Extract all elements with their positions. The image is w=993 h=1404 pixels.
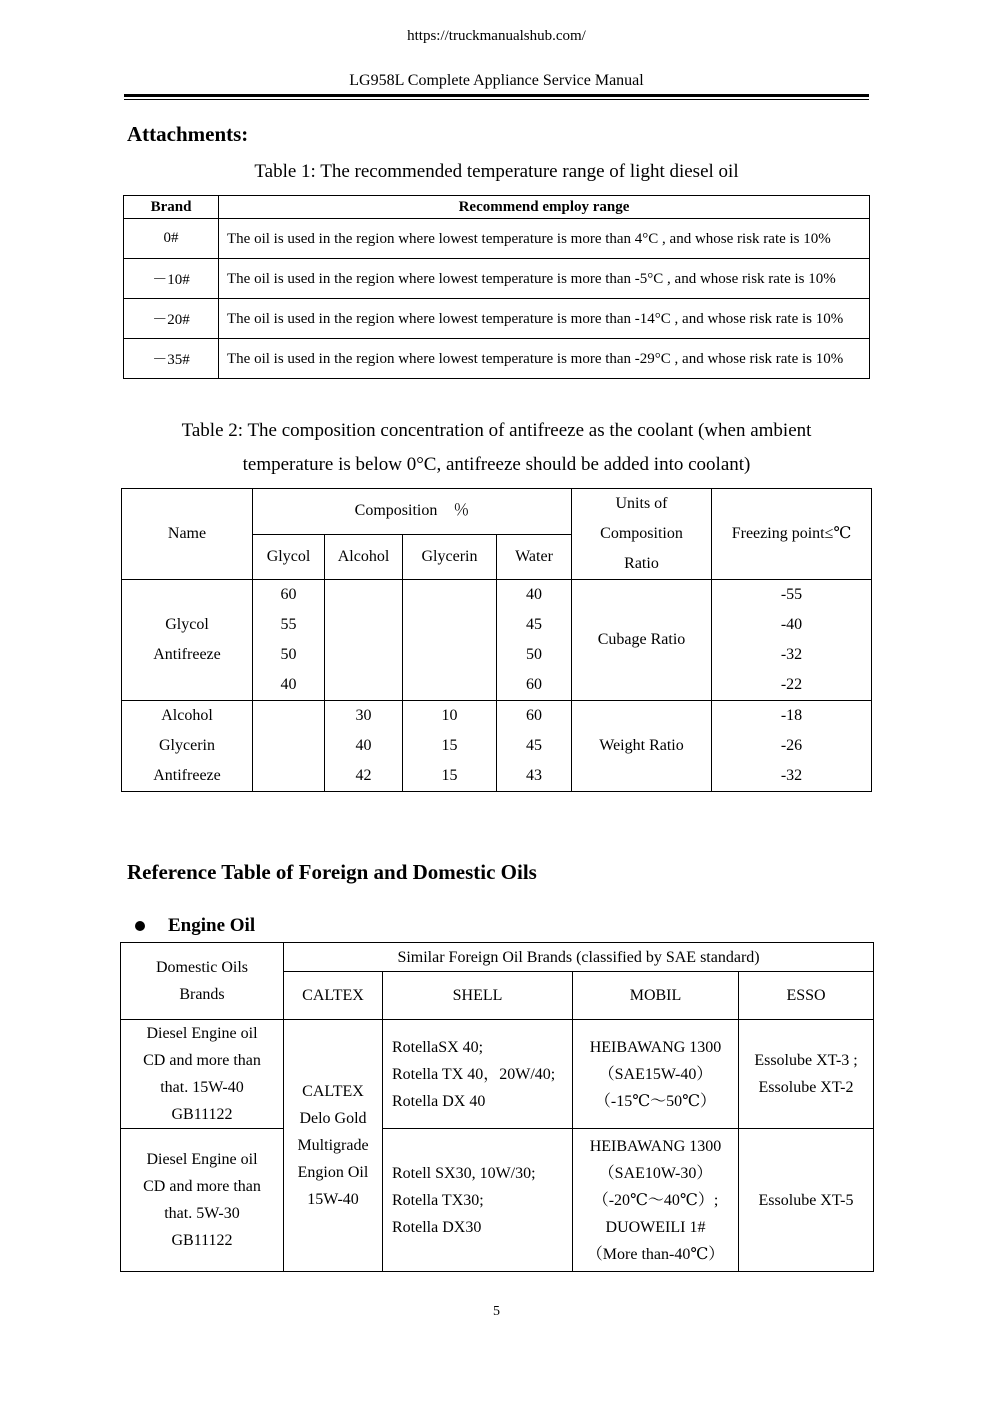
glycol-cell bbox=[253, 580, 325, 701]
freezing-value: -26 bbox=[780, 737, 803, 754]
header-units bbox=[572, 489, 712, 580]
header-esso: ESSO bbox=[739, 972, 874, 1020]
table-row bbox=[124, 259, 870, 299]
domestic-line: CD and more than bbox=[143, 1178, 261, 1195]
range-cell: The oil is used in the region where lowest temperature is more than 4°C , and whose risk rate is 10% bbox=[219, 219, 870, 259]
diesel-oil-table bbox=[123, 195, 870, 379]
table-row bbox=[124, 299, 870, 339]
mobil-line: （-15℃～50℃） bbox=[594, 1092, 717, 1110]
glycol-value bbox=[253, 731, 324, 761]
header-domestic-line: Brands bbox=[179, 986, 225, 1003]
name-line bbox=[122, 580, 252, 610]
header-alcohol: Alcohol bbox=[325, 534, 403, 580]
water-value: 43 bbox=[526, 767, 542, 784]
alcohol-value bbox=[325, 670, 402, 700]
mobil-line: HEIBAWANG 1300 bbox=[589, 1137, 722, 1155]
domestic-line: CD and more than bbox=[143, 1052, 261, 1069]
esso-cell bbox=[739, 1129, 874, 1272]
alcohol-value: 42 bbox=[355, 767, 372, 784]
header-domestic-line: Domestic Oils bbox=[156, 959, 248, 976]
antifreeze-table bbox=[121, 488, 872, 792]
table-row bbox=[121, 1129, 874, 1272]
water-value: 45 bbox=[526, 737, 542, 754]
water-value: 40 bbox=[526, 586, 542, 603]
caltex-line: Delo Gold bbox=[299, 1110, 367, 1127]
table1-caption: Table 1: The recommended temperature range of light diesel oil bbox=[254, 161, 739, 182]
header-rule-thick bbox=[124, 94, 869, 97]
water-value: 50 bbox=[526, 646, 542, 663]
glycol-value: 40 bbox=[280, 676, 297, 693]
header-composition: Composition ％ bbox=[253, 489, 572, 535]
glycol-value: 55 bbox=[280, 616, 297, 633]
glycerin-value bbox=[403, 670, 496, 700]
alcohol-value bbox=[325, 580, 402, 610]
source-url: https://truckmanualshub.com/ bbox=[407, 28, 586, 44]
running-title: LG958L Complete Appliance Service Manual bbox=[349, 72, 644, 89]
water-value: 60 bbox=[526, 707, 542, 724]
shell-line: Rotell SX30, 10W/30; bbox=[392, 1164, 536, 1182]
shell-line: Rotella DX 40 bbox=[392, 1092, 486, 1110]
glycerin-value bbox=[403, 640, 496, 670]
name-cell bbox=[122, 701, 253, 792]
glycol-value: 60 bbox=[280, 586, 297, 603]
freezing-value: -32 bbox=[780, 767, 803, 784]
header-rule-thin bbox=[124, 99, 869, 100]
domestic-line: Diesel Engine oil bbox=[146, 1151, 258, 1168]
table-header-row bbox=[124, 196, 870, 219]
freezing-value: -32 bbox=[780, 646, 803, 663]
glycol-value bbox=[253, 761, 324, 791]
table-header-row bbox=[122, 489, 872, 535]
table-row bbox=[124, 219, 870, 259]
domestic-line: GB11122 bbox=[171, 1232, 233, 1249]
shell-line: RotellaSX 40; bbox=[392, 1038, 484, 1056]
freezing-cell bbox=[712, 701, 872, 792]
shell-line: Rotella TX30; bbox=[392, 1191, 484, 1209]
table-row bbox=[122, 580, 872, 701]
table2-caption-line1: Table 2: The composition concentration of antifreeze as the coolant (when ambient bbox=[181, 420, 812, 441]
header-freezing-point: Freezing point≤℃ bbox=[712, 489, 872, 580]
range-cell: The oil is used in the region where lowest temperature is more than -14°C , and whose risk rate is 10% bbox=[219, 299, 870, 339]
domestic-line: that. 5W-30 bbox=[164, 1205, 240, 1222]
header-name: Name bbox=[122, 489, 253, 580]
shell-line: Rotella DX30 bbox=[392, 1218, 482, 1236]
brand-cell: －35# bbox=[124, 339, 219, 379]
name-line: Glycol bbox=[165, 616, 209, 633]
mobil-line: （SAE10W-30） bbox=[598, 1164, 713, 1182]
caltex-line: Engion Oil bbox=[297, 1164, 369, 1181]
water-cell bbox=[497, 701, 572, 792]
esso-line: Essolube XT-5 bbox=[758, 1191, 854, 1209]
shell-cell bbox=[383, 1129, 573, 1272]
glycerin-value: 15 bbox=[441, 767, 458, 784]
header-glycol: Glycol bbox=[253, 534, 325, 580]
glycerin-value: 15 bbox=[441, 737, 458, 754]
esso-line: Essolube XT-3 ; bbox=[754, 1052, 858, 1069]
glycerin-value bbox=[403, 610, 496, 640]
mobil-line: （SAE15W-40） bbox=[598, 1065, 713, 1083]
reference-heading: Reference Table of Foreign and Domestic Oils bbox=[127, 860, 537, 884]
water-cell bbox=[497, 580, 572, 701]
header-water: Water bbox=[497, 534, 572, 580]
alcohol-value bbox=[325, 610, 402, 640]
domestic-cell bbox=[121, 1129, 284, 1272]
brand-cell: －20# bbox=[124, 299, 219, 339]
attachments-heading: Attachments: bbox=[127, 122, 249, 146]
table-row bbox=[121, 1020, 874, 1129]
freezing-value: -55 bbox=[780, 586, 803, 603]
glycerin-value: 10 bbox=[441, 707, 458, 724]
mobil-cell bbox=[573, 1129, 739, 1272]
domestic-line: GB11122 bbox=[171, 1106, 233, 1123]
alcohol-cell bbox=[325, 580, 403, 701]
range-cell: The oil is used in the region where lowest temperature is more than -29°C , and whose risk rate is 10% bbox=[219, 339, 870, 379]
caltex-cell bbox=[284, 1020, 383, 1272]
glycol-value bbox=[253, 701, 324, 731]
units-cell: Cubage Ratio bbox=[572, 580, 712, 701]
glycol-value: 50 bbox=[280, 646, 297, 663]
glycerin-value bbox=[403, 580, 496, 610]
engine-oil-heading: Engine Oil bbox=[168, 915, 256, 936]
freezing-cell bbox=[712, 580, 872, 701]
alcohol-value bbox=[325, 640, 402, 670]
water-value: 60 bbox=[526, 676, 542, 693]
glycerin-cell bbox=[403, 580, 497, 701]
caltex-line: CALTEX bbox=[302, 1083, 364, 1100]
caltex-line: 15W-40 bbox=[307, 1191, 359, 1208]
engine-oil-table bbox=[120, 942, 874, 1272]
header-mobil: MOBIL bbox=[573, 972, 739, 1020]
mobil-line: HEIBAWANG 1300 bbox=[589, 1038, 722, 1056]
header-units-line: Ratio bbox=[624, 555, 659, 572]
name-line: Antifreeze bbox=[153, 646, 221, 663]
header-range: Recommend employ range bbox=[219, 196, 870, 219]
bullet-dot-icon bbox=[135, 921, 145, 931]
name-line bbox=[122, 670, 252, 700]
name-cell bbox=[122, 580, 253, 701]
header-shell: SHELL bbox=[383, 972, 573, 1020]
shell-line: Rotella TX 40，20W/40; bbox=[392, 1065, 556, 1083]
header-brand: Brand bbox=[124, 196, 219, 219]
water-value: 45 bbox=[526, 616, 542, 633]
brand-cell: －10# bbox=[124, 259, 219, 299]
brand-cell: 0# bbox=[124, 219, 219, 259]
alcohol-cell bbox=[325, 701, 403, 792]
header-units-line: Units of bbox=[615, 495, 668, 512]
domestic-line: Diesel Engine oil bbox=[146, 1025, 258, 1042]
table-row bbox=[124, 339, 870, 379]
shell-cell bbox=[383, 1020, 573, 1129]
domestic-cell bbox=[121, 1020, 284, 1129]
alcohol-value: 40 bbox=[355, 737, 372, 754]
page-number: 5 bbox=[493, 1304, 500, 1319]
freezing-value: -22 bbox=[780, 676, 803, 693]
name-line: Alcohol bbox=[161, 707, 213, 724]
caltex-line: Multigrade bbox=[297, 1137, 369, 1154]
units-cell: Weight Ratio bbox=[572, 701, 712, 792]
name-line: Antifreeze bbox=[153, 767, 221, 784]
header-units-line: Composition bbox=[600, 525, 683, 542]
header-similar-foreign: Similar Foreign Oil Brands (classified by SAE standard) bbox=[284, 943, 874, 972]
alcohol-value: 30 bbox=[355, 707, 372, 724]
range-cell: The oil is used in the region where lowest temperature is more than -5°C , and whose risk rate is 10% bbox=[219, 259, 870, 299]
mobil-line: （More than-40℃） bbox=[586, 1245, 725, 1263]
glycol-cell bbox=[253, 701, 325, 792]
mobil-line: DUOWEILI 1# bbox=[605, 1218, 706, 1236]
header-caltex: CALTEX bbox=[284, 972, 383, 1020]
mobil-line: （-20℃～40℃）; bbox=[592, 1191, 719, 1209]
freezing-value: -18 bbox=[780, 707, 803, 724]
mobil-cell bbox=[573, 1020, 739, 1129]
table-header-row bbox=[121, 943, 874, 972]
table-row bbox=[122, 701, 872, 792]
esso-line: Essolube XT-2 bbox=[758, 1079, 854, 1096]
table2-caption-line2: temperature is below 0°C, antifreeze should be added into coolant) bbox=[242, 454, 751, 475]
freezing-value: -40 bbox=[780, 616, 803, 633]
glycerin-cell bbox=[403, 701, 497, 792]
esso-cell bbox=[739, 1020, 874, 1129]
header-domestic bbox=[121, 943, 284, 1020]
header-glycerin: Glycerin bbox=[403, 534, 497, 580]
name-line: Glycerin bbox=[159, 737, 215, 754]
domestic-line: that. 15W-40 bbox=[160, 1079, 244, 1096]
